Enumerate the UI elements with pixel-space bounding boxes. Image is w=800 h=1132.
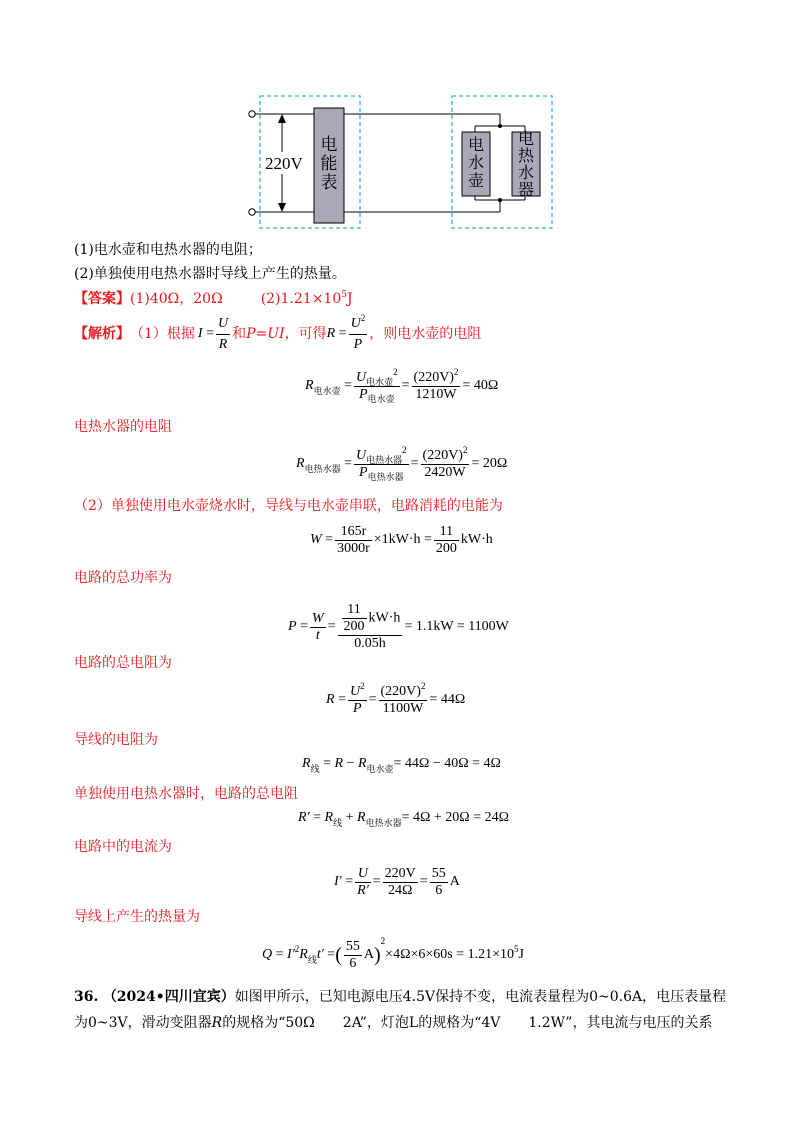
energy-meter-label: 电 能 表: [320, 135, 338, 193]
problem-36-line1: 36. （2024•四川宜宾）如图甲所示，已知电源电压4.5V保持不变，电流表量程为0~0.6A，电压表量程: [74, 989, 727, 1005]
question-1: (1)电水壶和电热水器的电阻；: [74, 242, 262, 258]
eq-total-resistance: R = $\frac{U^2}{P}$ = $\frac{(220V)^2}{1100W}$ = 44Ω: [326, 680, 466, 716]
analysis-tag: 【解析】: [74, 326, 130, 342]
eq-power: P = $\frac{W}{t}$ = $\frac{11}{200}$ kW·h 0.05h = 1.1kW = 1100W: [288, 602, 509, 651]
heading-new-total-resistance: 单独使用电热水器时，电路的总电阻: [74, 786, 298, 802]
eq-heater-resistance: R 电热水器 = $\frac{U_{电热水器}^2}{P_{电热水器}}$ = $\frac{(220V)^2}{2420W}$ = 20Ω: [296, 444, 508, 482]
eq-wire-resistance: R 线 = R − R 电水壶 = 44Ω − 40Ω = 4Ω: [302, 756, 501, 774]
analysis-intro: 【解析】 （1）根据 I = $\frac{U}{R}$ 和 P=UI ，可得 R = $\frac{U^2}{P}$ ，则电水壶的电阻: [74, 316, 481, 352]
answer-line: 【答案】(1)40Ω，20Ω $(2)1.21\times 10^5J$: [74, 290, 353, 307]
eq-kettle-resistance: R 电水壶 = $\frac{U_{电水壶}^2}{P_{电水壶}}$ = $\frac{(220V)^2}{1210W}$ = 40Ω: [305, 366, 499, 404]
problem-source: （2024•四川宜宾）: [102, 989, 235, 1005]
answer-part1: (1)40Ω，20Ω: [130, 291, 223, 307]
voltage-label: 220V: [265, 154, 303, 173]
circuit-diagram: [240, 90, 560, 235]
heading-current: 电路中的电流为: [74, 839, 172, 855]
heading-heater-resistance: 电热水器的电阻: [74, 419, 172, 435]
problem-36-line2: 为0~3V，滑动变阻器R的规格为“50Ω 2A”，灯泡L的规格为“4V 1.2W”，其电流与电压的关系: [74, 1015, 713, 1031]
eq-new-total-resistance: R′ = R 线 + R 电热水器 = 4Ω + 20Ω = 24Ω: [298, 810, 509, 828]
eq-heat: Q = I′ 2 R 线 t′ = ( $\frac{55}{6}$ A ) 2 ×4Ω×6×60s = 1.21×10 5 J: [262, 936, 524, 971]
terminal-top: [249, 111, 255, 117]
answer-tag: 【答案】: [74, 291, 130, 307]
heading-wire-resistance: 导线的电阻为: [74, 732, 158, 748]
problem-number: 36.: [74, 989, 99, 1005]
kettle-label: 电 水 壶: [467, 135, 484, 190]
heading-power: 电路的总功率为: [74, 570, 172, 586]
eq-current: I′ = $\frac{U}{R'}$ = $\frac{220V}{24\Omega}$ = $\frac{55}{6}$ A: [334, 865, 460, 898]
heater-label: 电 热 水 器: [517, 129, 534, 199]
answer-part2: (2)1.21×10: [260, 291, 342, 307]
question-2: (2)单独使用电热水器时导线上产生的热量。: [74, 266, 346, 282]
terminal-bottom: [249, 209, 255, 215]
eq-energy: W = $\frac{165r}{3000r}$ ×1kW·h = $\frac{11}{200}$ kW·h: [310, 523, 493, 556]
heading-total-resistance: 电路的总电阻为: [74, 655, 172, 671]
heading-heat: 导线上产生的热量为: [74, 909, 200, 925]
heading-energy: （2）单独使用电水壶烧水时，导线与电水壶串联，电路消耗的电能为: [74, 498, 503, 514]
